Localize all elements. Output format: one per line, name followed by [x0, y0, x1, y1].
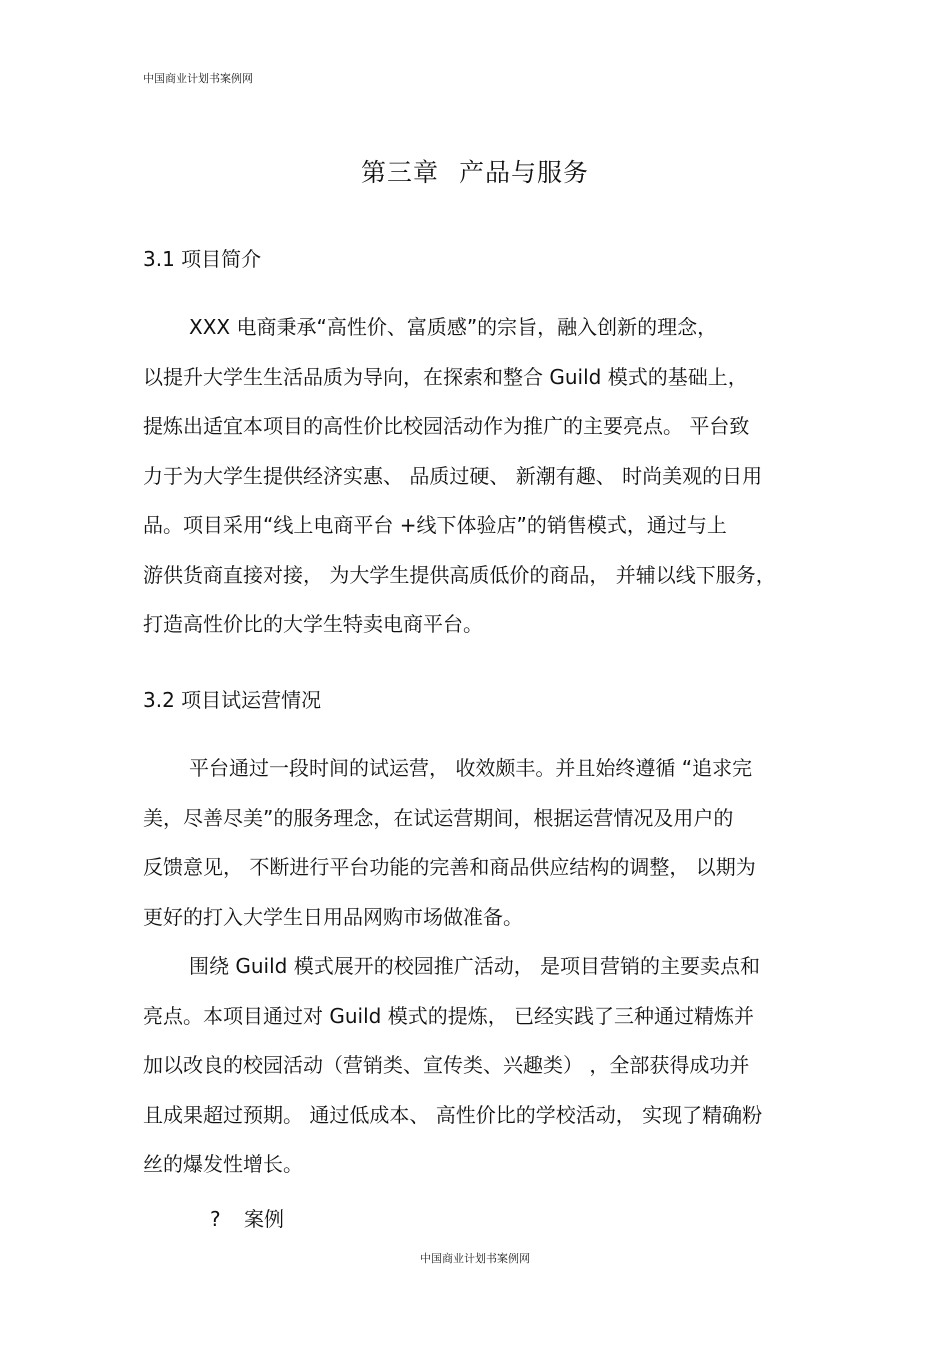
- text-line: 且成果超过预期。 通过低成本、 高性价比的学校活动， 实现了精确粉: [143, 1102, 763, 1127]
- page-footer: 中国商业计划书案例网: [420, 1252, 530, 1265]
- section-heading-3-1: 3.1 项目简介: [143, 247, 262, 271]
- text-line: 品。项目采用“线上电商平台 +线下体验店”的销售模式，通过与上: [143, 513, 727, 537]
- bullet-text: 案例: [244, 1207, 284, 1231]
- text-line: 提炼出适宜本项目的高性价比校园活动作为推广的主要亮点。 平台致: [143, 414, 750, 438]
- text-line: 丝的爆发性增长。: [143, 1152, 303, 1176]
- text-line: 反馈意见， 不断进行平台功能的完善和商品供应结构的调整， 以期为: [143, 855, 756, 879]
- text-line: 平台通过一段时间的试运营， 收效颇丰。并且始终遵循 “追求完: [189, 756, 753, 780]
- text-line: 围绕 Guild 模式展开的校园推广活动， 是项目营销的主要卖点和: [189, 954, 761, 978]
- paragraph-guild-activities: [143, 948, 823, 1196]
- text-line: 更好的打入大学生日用品网购市场做准备。: [143, 904, 523, 929]
- text-line: 打造高性价比的大学生特卖电商平台。: [143, 612, 483, 636]
- text-line: 以提升大学生生活品质为导向，在探索和整合 Guild 模式的基础上，: [143, 364, 748, 389]
- page-header: 中国商业计划书案例网: [143, 72, 253, 85]
- bullet-item-cases: [210, 1203, 284, 1232]
- text-line: XXX 电商秉承“高性价、富质感”的宗旨，融入创新的理念，: [189, 315, 718, 339]
- text-line: 加以改良的校园活动（营销类、宣传类、兴趣类） ，全部获得成功并: [143, 1053, 750, 1077]
- paragraph-trial-operation: [143, 750, 823, 948]
- chapter-number: 第三章: [360, 158, 439, 187]
- bullet-mark: ?: [210, 1207, 221, 1231]
- paragraph-project-intro: [143, 309, 823, 656]
- text-line: 力于为大学生提供经济实惠、 品质过硬、 新潮有趣、 时尚美观的日用: [143, 463, 763, 488]
- chapter-name: 产品与服务: [459, 158, 590, 187]
- text-line: 游供货商直接对接， 为大学生提供高质低价的商品， 并辅以线下服务，: [143, 562, 776, 587]
- chapter-title: [0, 153, 950, 189]
- text-line: 美，尽善尽美”的服务理念，在试运营期间，根据运营情况及用户的: [143, 805, 734, 830]
- section-heading-3-2: 3.2 项目试运营情况: [143, 688, 322, 712]
- text-line: 亮点。本项目通过对 Guild 模式的提炼， 已经实践了三种通过精炼并: [143, 1003, 755, 1028]
